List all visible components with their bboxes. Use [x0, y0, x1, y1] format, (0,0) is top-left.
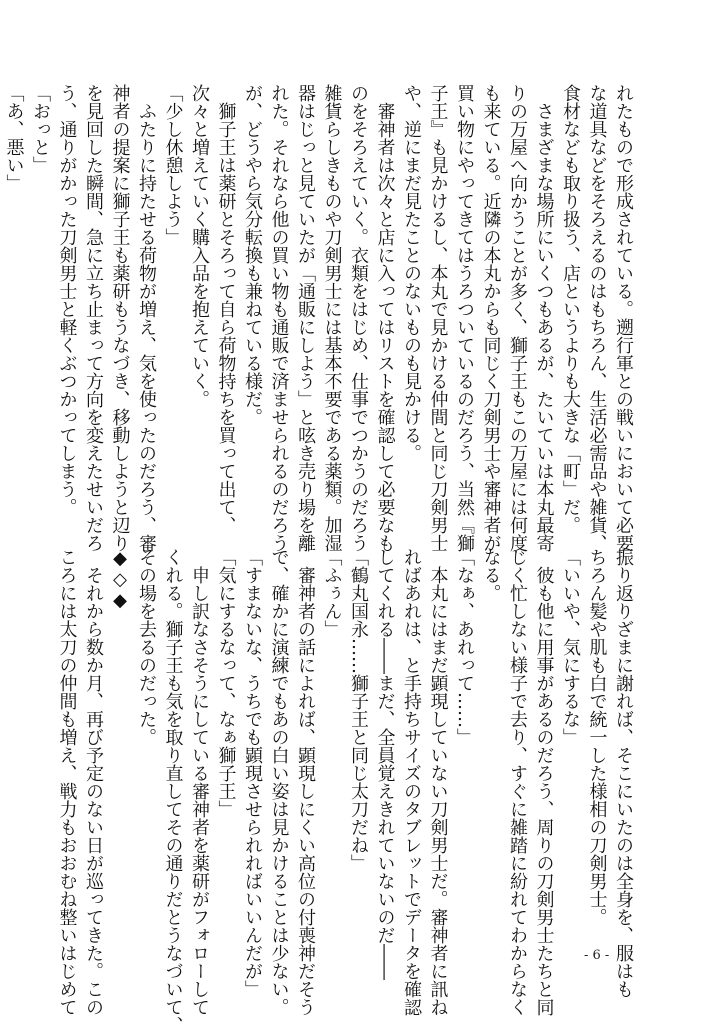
text-column: や、逆にまだ見たことのないものも見かける。 [401, 84, 422, 462]
text-column: 審神者の話によれば、顕現しにくい高位の付喪神だそう [295, 548, 316, 1016]
text-column: 買い物にやってきてはうろついているのだろう、当然『獅 [454, 84, 475, 552]
text-column: が、どうやら気分転換も兼ねている様だ。 [242, 84, 263, 426]
text-column: な道具などをそろえるのはもちろん、生活必需品や雑貨、 [586, 84, 608, 552]
text-column: 振り返りざまに謝れば、そこにいたのは全身を、服はも [613, 548, 634, 998]
text-column: 次々と増えていく購入品を抱えていく。 [189, 84, 210, 408]
section-divider: ◆◇◆ [109, 548, 131, 611]
text-column: 「おっと」 [30, 84, 51, 174]
text-column: 「なぁ、あれって……」 [454, 548, 475, 746]
text-column: 「すまないな、うちでも顕現させられればいいんだが」 [242, 548, 263, 998]
text-column: ふたりに持たせる荷物が増え、気を使ったのだろう、審 [136, 84, 157, 552]
text-column: 「気にするなって、なぁ獅子王」 [215, 548, 237, 818]
text-column: 器はじっと見ていたが「通販にしよう」と呟き売り場を離 [295, 84, 316, 552]
text-column: 獅子王は薬研とそろって自ら荷物持ちを買って出て、 [215, 84, 237, 534]
text-column: 「少し休憩しよう」 [162, 84, 184, 246]
text-column: してくれる――まだ、全員覚えきれていないのだ―― [374, 548, 396, 980]
text-column: 申し訳なさそうにしている審神者を薬研がフォローして [189, 548, 210, 1016]
text-column: 審神者は次々と店に入ってはリストを確認して必要なも [374, 84, 396, 552]
text-column: さまざまな場所にいくつもあるが、たいていは本丸最寄 [533, 84, 555, 552]
text-column: 本丸にはまだ顕現していない刀剣男士だ。審神者に訊ね [427, 548, 449, 1016]
text-column: 「いいや、気にするな」 [560, 548, 581, 746]
page-number: - 6 - [584, 948, 610, 963]
text-column: 「鶴丸国永……獅子王と同じ太刀だね」 [348, 548, 369, 872]
text-column: を見回した瞬間、急に立ち止まって方向を変えたせいだろ [83, 84, 104, 552]
text-column: ればあれは、と手持ちサイズのタブレットでデータを確認 [401, 548, 422, 1016]
text-column: りの万屋へ向かうことが多く、獅子王もこの万屋には何度 [507, 84, 528, 552]
text-column: 「あ、悪い」 [3, 84, 25, 192]
text-column: 食材なども取り扱う、店というよりも大きな「町」だ。 [560, 84, 581, 534]
text-column: 子王』も見かけるし、本丸で見かける仲間と同じ刀剣男士 [427, 84, 449, 552]
text-column: 雑貨らしきものや刀剣男士には基本不要である薬類。加湿 [321, 84, 343, 552]
text-column: 彼も他に用事があるのだろう、周りの刀剣男士たちと同 [533, 548, 555, 1016]
text-column: も来ている。近隣の本丸からも同じく刀剣男士や審神者が [480, 84, 502, 552]
text-column: くれる。獅子王も気を取り直してその通りだとうなづいて、 [162, 548, 184, 1034]
text-column: その場を去るのだった。 [136, 548, 157, 746]
text-column: なる。 [480, 548, 502, 602]
text-column: のをそろえていく。衣類をはじめ、仕事でつかうのだろう [348, 84, 369, 552]
upper-text-block [0, 84, 636, 552]
text-column: 神者の提案に獅子王も薬研もうなづき、移動しようと辺り [109, 84, 131, 552]
text-column: 「ふぅん」 [321, 548, 343, 638]
text-column: ころには太刀の仲間も増え、戦力もおおむね整いはじめて [56, 548, 78, 1016]
text-column: れたもので形成されている。遡行軍との戦いにおいて必要 [613, 84, 634, 552]
text-column: それから数か月、再び予定のない日が巡ってきた。この [83, 548, 104, 1016]
text-column: じく忙しない様子で去り、すぐに雑踏に紛れてわからなく [507, 548, 528, 1016]
text-column: ちろん髪や肌も白で統一した様相の刀剣男士。 [586, 548, 608, 926]
lower-text-block [53, 548, 636, 1034]
text-column: う、通りがかった刀剣男士と軽くぶつかってしまう。 [56, 84, 78, 516]
text-column: で、確かに演練でもあの白い姿は見かけることは少ない。 [268, 548, 290, 1016]
text-column: れた。それなら他の買い物も通販で済ませられるのだろう [268, 84, 290, 552]
